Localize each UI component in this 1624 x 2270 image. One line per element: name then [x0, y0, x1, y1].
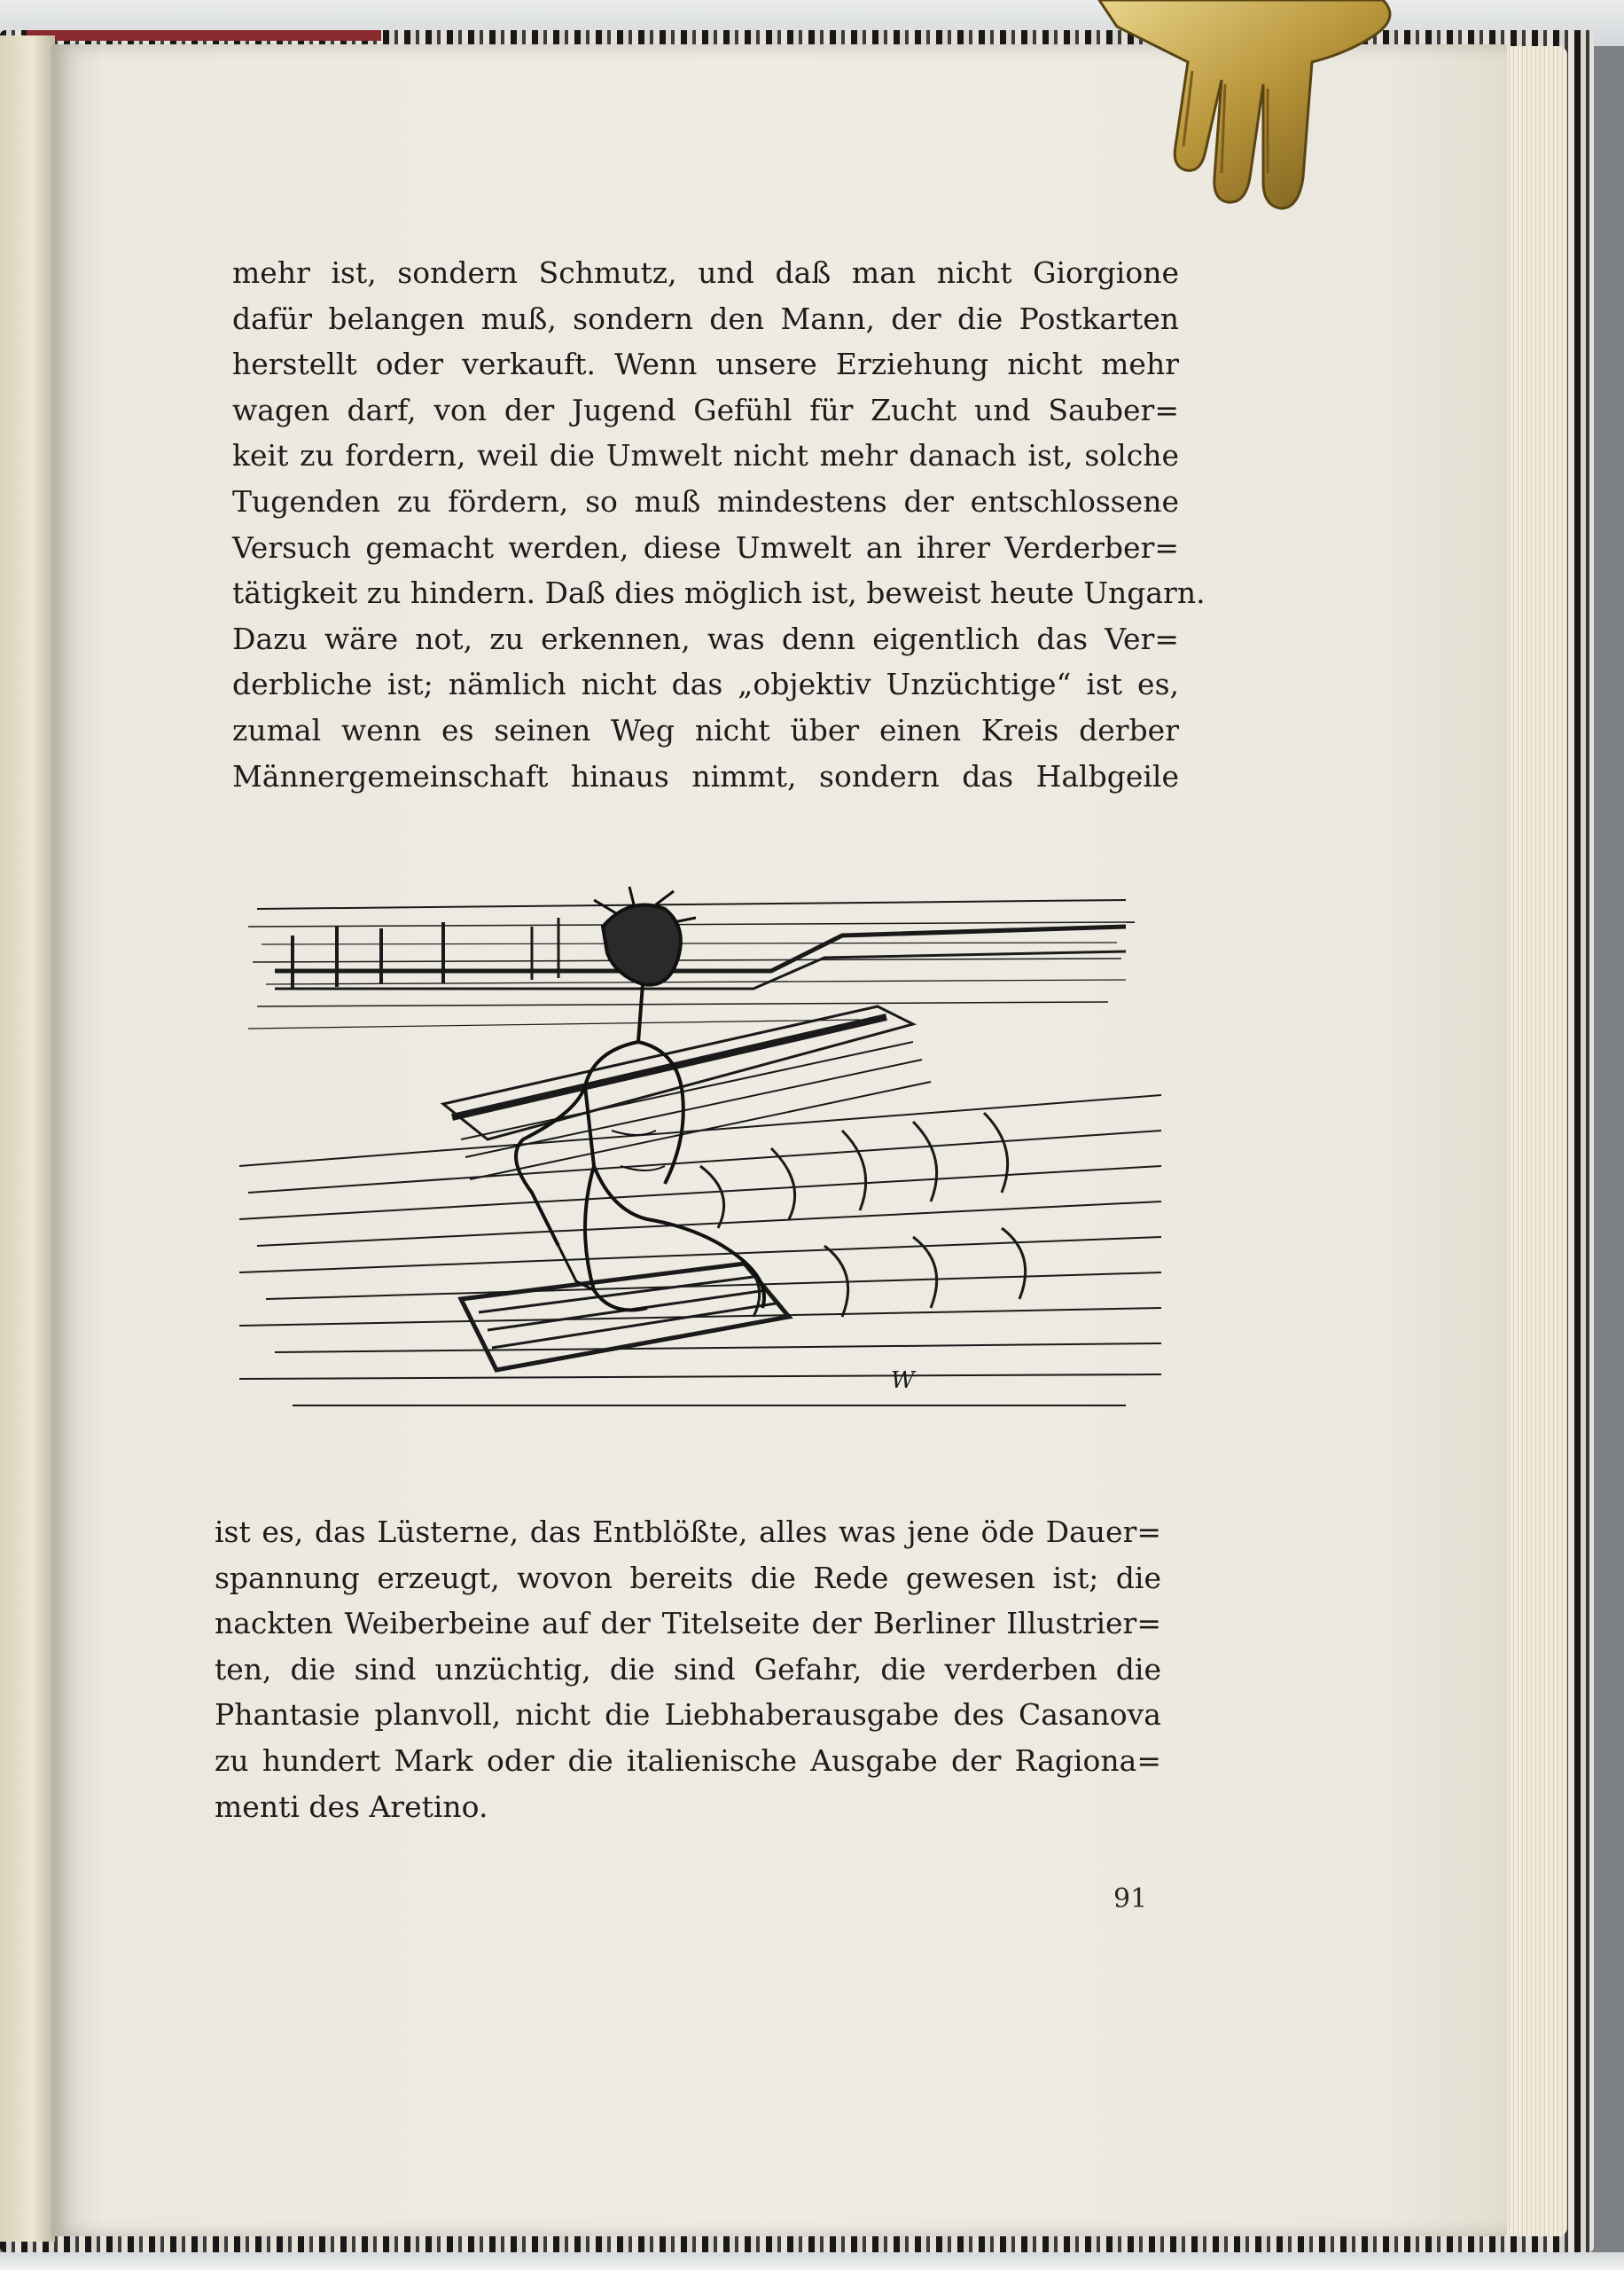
text-line: derbliche ist; nämlich nicht das „objektiv Unzüchtige“ ist es, — [232, 667, 1179, 702]
text-line: tätigkeit zu hindern. Daß dies möglich ist, beweist heute Ungarn. — [232, 575, 1206, 611]
text-line: mehr ist, sondern Schmutz, und daß man nicht Giorgione — [232, 255, 1179, 290]
cover-red-edge — [27, 30, 381, 41]
text-line: wagen darf, von der Jugend Gefühl für Zucht und Sauber= — [232, 392, 1179, 427]
text-line: dafür belangen muß, sondern den Mann, der die Postkarten — [232, 301, 1179, 336]
illustration-signature: W — [891, 1367, 915, 1394]
top-paragraph — [232, 250, 1206, 799]
text-line: Phantasie planvoll, nicht die Liebhaberausgabe des Casanova — [215, 1697, 1161, 1733]
page-number: 91 — [1113, 1883, 1148, 1914]
backdrop-bottom — [0, 2252, 1624, 2270]
text-line: ist es, das Lüsterne, das Entblößte, alles was jene öde Dauer= — [215, 1515, 1161, 1549]
text-line: Tugenden zu fördern, so muß mindestens der entschlossene — [232, 483, 1179, 519]
text-line: nackten Weiberbeine auf der Titelseite der Berliner Illustrier= — [215, 1606, 1161, 1641]
bottom-paragraph — [215, 1509, 1161, 1829]
left-page-edge — [0, 35, 55, 2242]
illustration-street — [239, 1095, 1161, 1405]
text-line: zu hundert Mark oder die italienische Ausgabe der Ragiona= — [215, 1742, 1161, 1778]
text-line: Dazu wäre not, zu erkennen, was denn eigentlich das Ver= — [232, 621, 1179, 656]
text-line: ten, die sind unzüchtig, die sind Gefahr, die verderben die — [215, 1651, 1161, 1687]
brass-hand-clip-icon — [1081, 0, 1418, 222]
text-line: Männergemeinschaft hinaus nimmt, sondern das Halbgeile — [232, 758, 1179, 794]
illustration — [239, 873, 1161, 1454]
text-line: keit zu fordern, weil die Umwelt nicht mehr danach ist, solche — [232, 438, 1179, 474]
text-line: herstellt oder verkauft. Wenn unsere Erziehung nicht mehr — [232, 347, 1179, 382]
text-line: spannung erzeugt, wovon bereits die Rede gewesen ist; die — [215, 1560, 1161, 1595]
text-line: Versuch gemacht werden, diese Umwelt an ihrer Verderber= — [232, 529, 1179, 565]
text-line: menti des Aretino. — [215, 1789, 488, 1824]
text-line: zumal wenn es seinen Weg nicht über einen Kreis derber — [232, 712, 1179, 748]
